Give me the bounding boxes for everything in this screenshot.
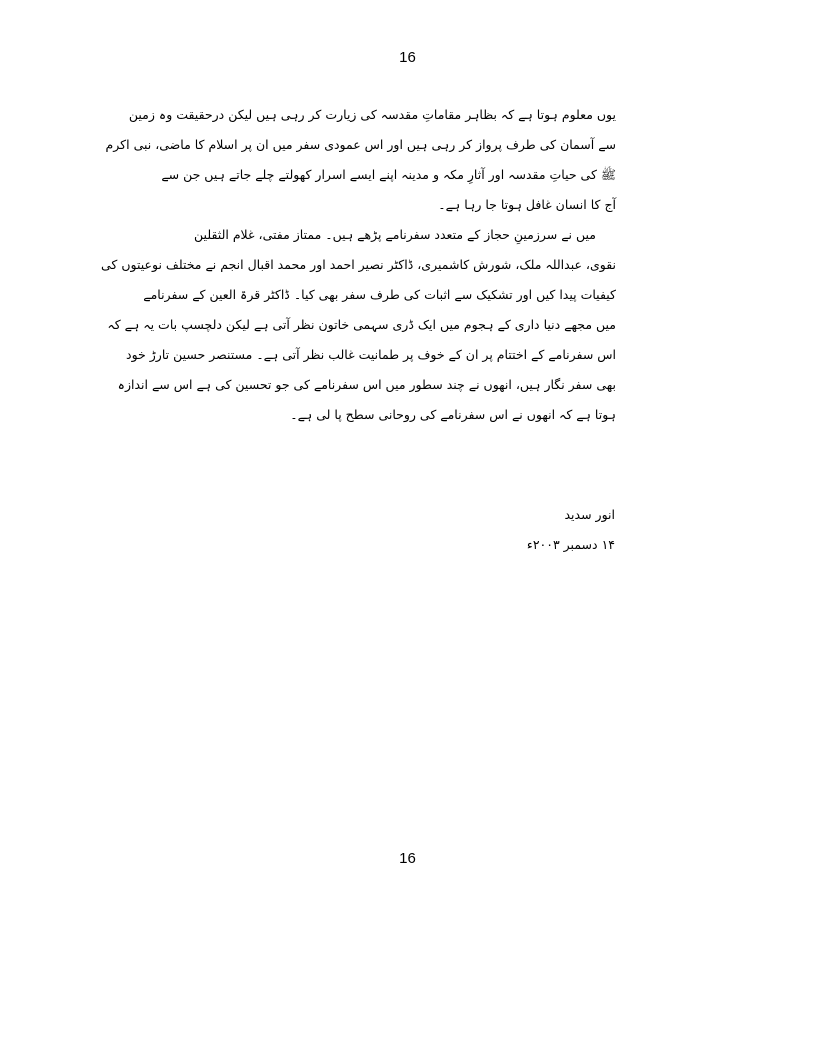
author-name: انور سدید [564,507,615,522]
text-line: میں مجھے دنیا داری کے ہجوم میں ایک ڈری سہمی خاتون نظر آتی ہے لیکن دلچسپ بات یہ ہے کہ [107,317,616,332]
text-line: آج کا انسان غافل ہوتا جا رہا ہے۔ [438,197,616,212]
text-line: میں نے سرزمینِ حجاز کے متعدد سفرنامے پڑھے ہیں۔ ممتاز مفتی، غلام الثقلین [194,227,596,242]
page-number-bottom: 16 [399,850,416,867]
text-line: بھی سفر نگار ہیں، انھوں نے چند سطور میں اس سفرنامے کی جو تحسین کی ہے اس سے اندازہ [117,377,616,392]
page-number-top: 16 [399,49,416,66]
text-line: یوں معلوم ہوتا ہے کہ بظاہر مقاماتِ مقدسہ کی زیارت کر رہی ہیں لیکن درحقیقت وہ زمین [128,107,616,122]
text-line: سے آسمان کی طرف پرواز کر رہی ہیں اور اس عمودی سفر میں ان پر اسلام کا ماضی، نبی اکرم [105,137,616,152]
text-line: اس سفرنامے کے اختتام پر ان کے خوف پر طمانیت غالب نظر آتی ہے۔ مستنصر حسین تارڑ خود [126,347,616,362]
signature-date: ۱۴ دسمبر ۲۰۰۳ء [526,537,615,552]
text-line: نقوی، عبداللہ ملک، شورش کاشمیری، ڈاکٹر نصیر احمد اور محمد اقبال انجم نے مختلف نوعیتوں کی [101,257,616,272]
signature-block [527,500,615,560]
text-line: ﷺ کی حیاتِ مقدسہ اور آثارِ مکہ و مدینہ اپنے ایسے اسرار کھولتے چلے جاتے ہیں جن سے [161,167,616,182]
text-line: ہوتا ہے کہ انھوں نے اس سفرنامے کی روحانی سطح پا لی ہے۔ [290,407,616,422]
text-line: کیفیات پیدا کیں اور تشکیک سے اثبات کی طرف سفر بھی کیا۔ ڈاکٹر قرۃ العین کے سفرنامے [143,287,616,302]
body-text [101,100,616,430]
